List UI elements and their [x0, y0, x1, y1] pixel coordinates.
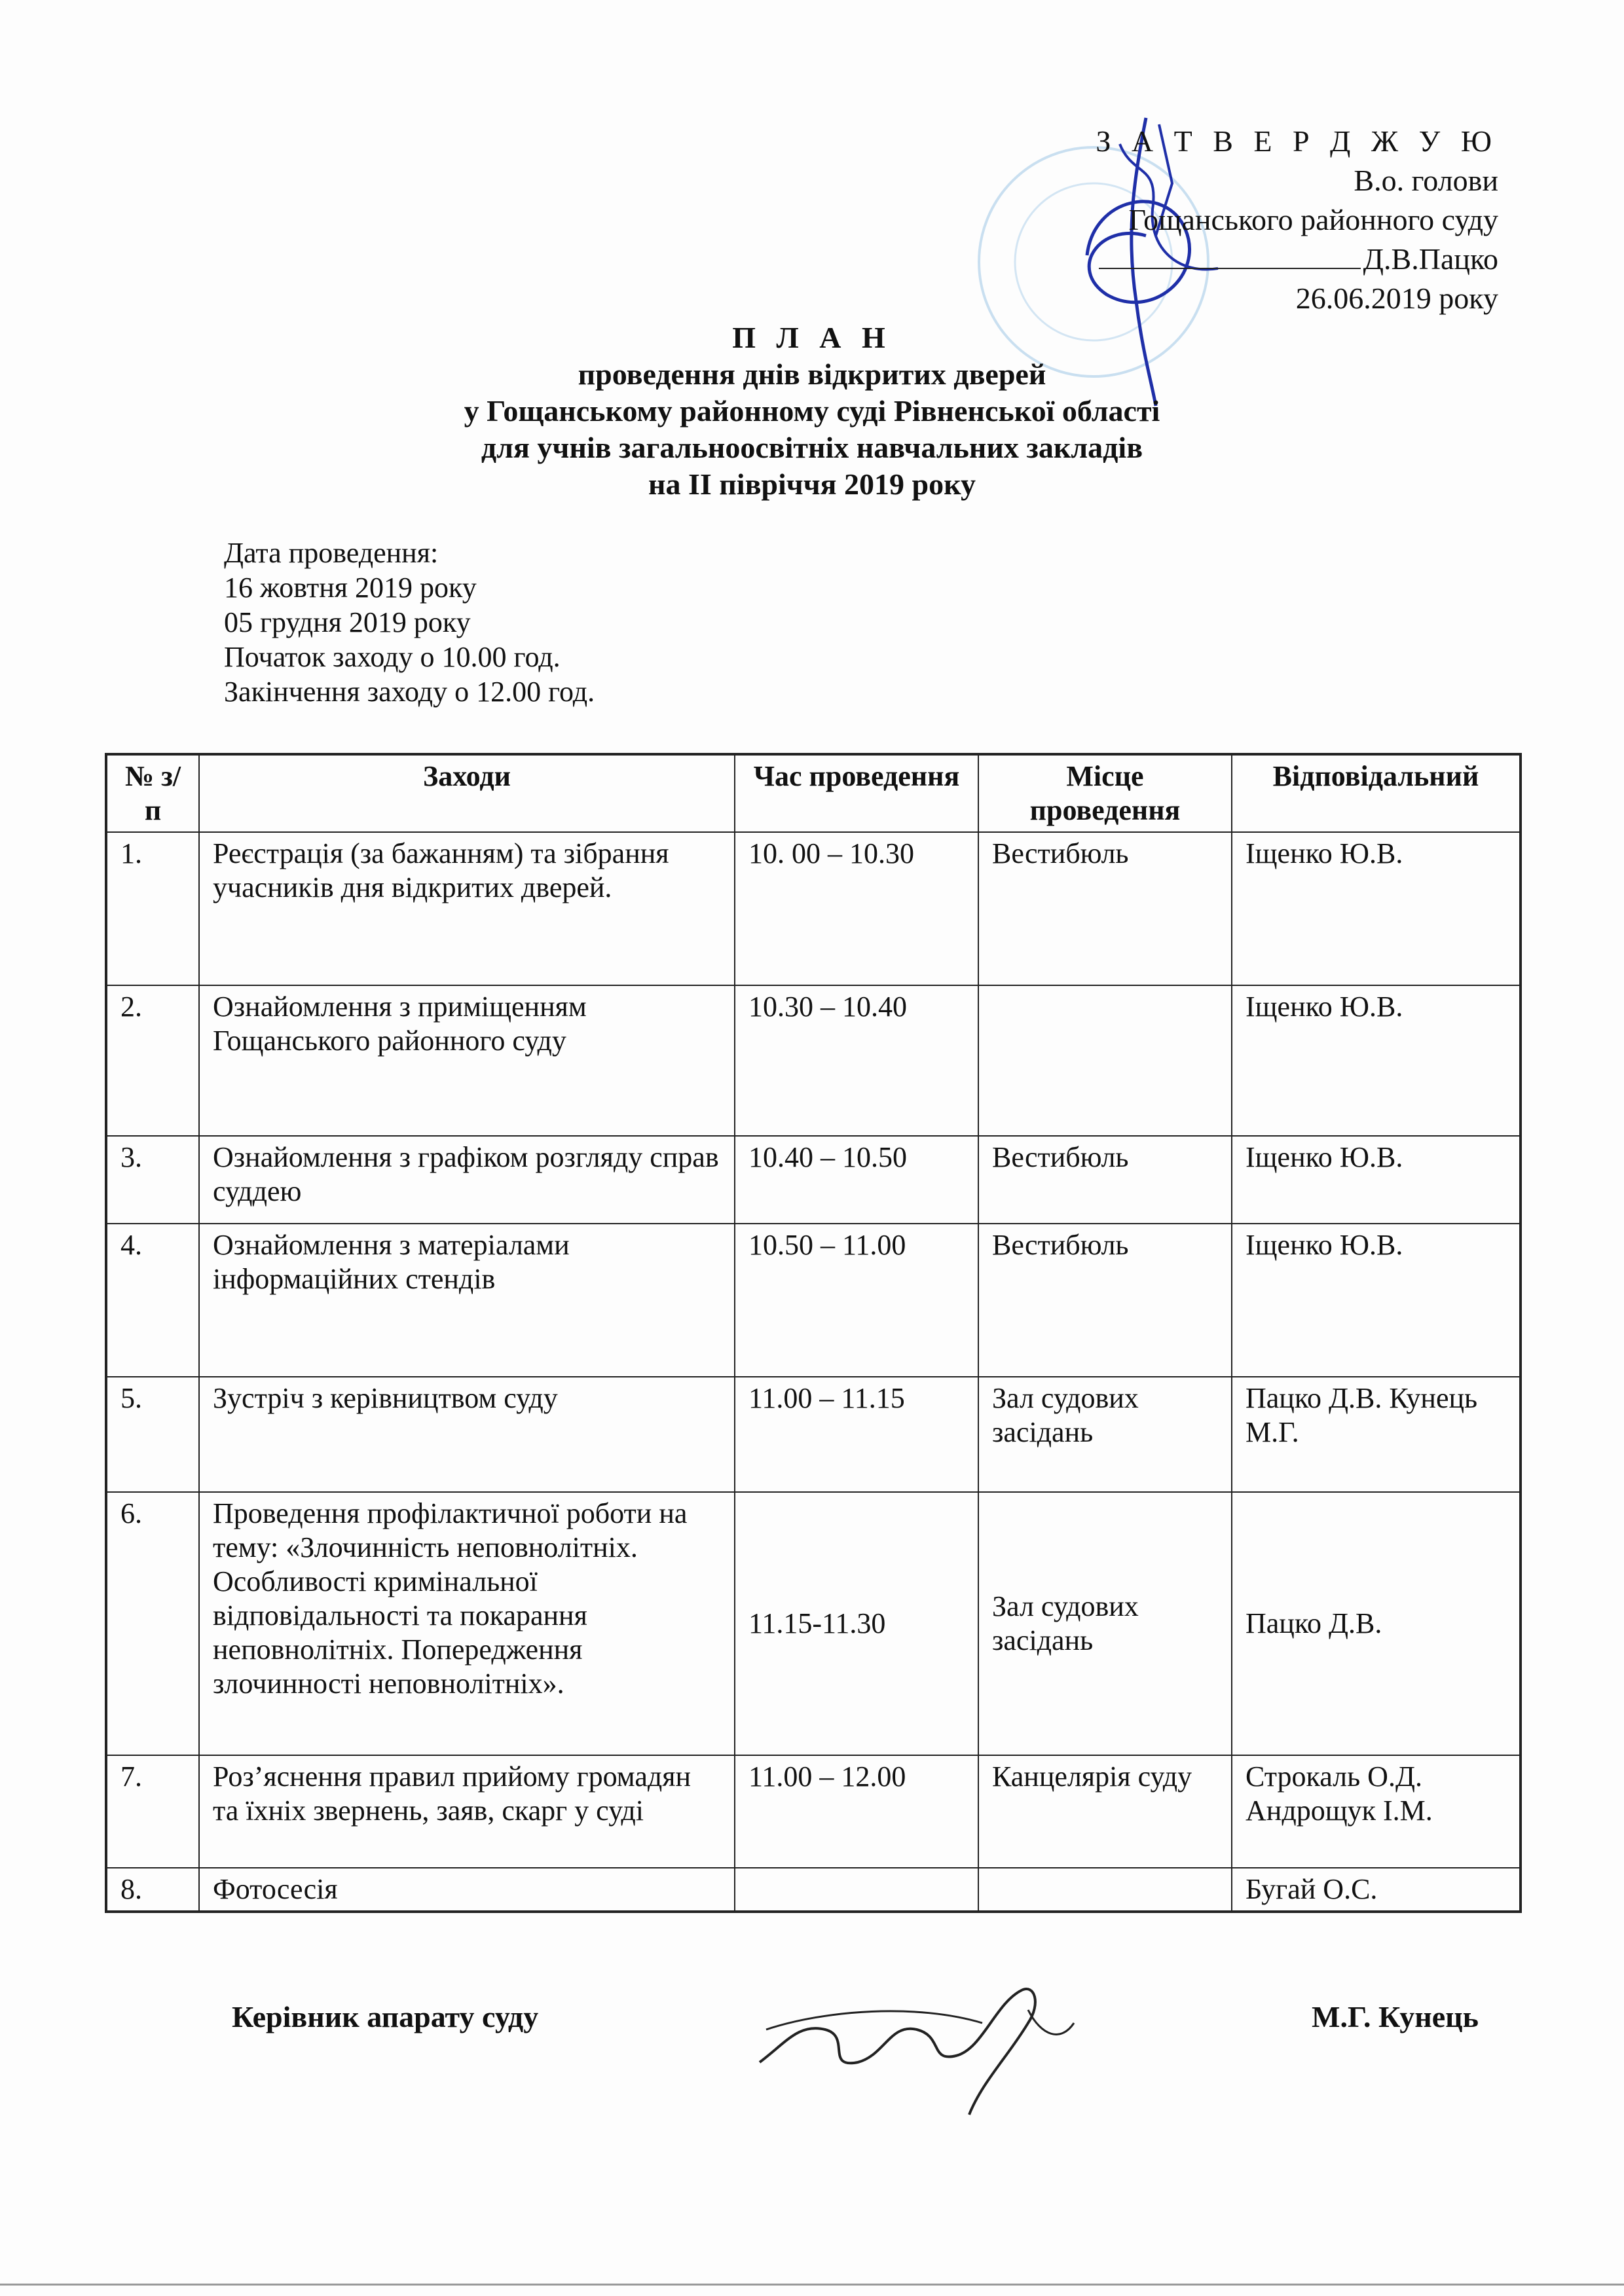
plan-heading: П Л А Н	[732, 321, 892, 354]
row-responsible: Іщенко Ю.В.	[1232, 1224, 1521, 1377]
row-responsible: Іщенко Ю.В.	[1232, 832, 1521, 985]
row-time: 11.00 – 12.00	[735, 1755, 978, 1868]
row-event: Ознайомлення з матеріалами інформаційних стендів	[199, 1224, 735, 1377]
approval-block	[1096, 122, 1498, 318]
row-number: 8.	[106, 1868, 199, 1912]
row-time: 11.15-11.30	[735, 1492, 978, 1755]
approval-date: 26.06.2019 року	[1295, 282, 1498, 315]
row-number: 3.	[106, 1136, 199, 1224]
title-line3: для учнів загальноосвітніх навчальних закладів	[481, 431, 1143, 464]
row-event: Зустріч з керівництвом суду	[199, 1377, 735, 1492]
title-line2: у Гощанському районному суді Рівненської області	[464, 394, 1160, 428]
row-place: Вестибюль	[978, 1136, 1232, 1224]
row-event: Ознайомлення з приміщенням Гощанського районного суду	[199, 985, 735, 1136]
row-place: Зал судових засідань	[978, 1492, 1232, 1755]
row-time: 10.40 – 10.50	[735, 1136, 978, 1224]
row-responsible: Пацко Д.В. Кунець М.Г.	[1232, 1377, 1521, 1492]
schedule-date1: 16 жовтня 2019 року	[224, 572, 477, 604]
row-number: 7.	[106, 1755, 199, 1868]
header-responsible: Відповідальний	[1232, 754, 1521, 832]
schedule-end: Закінчення заходу о 12.00 год.	[224, 676, 595, 708]
row-place: Канцелярія суду	[978, 1755, 1232, 1868]
document-title	[0, 319, 1624, 503]
row-number: 5.	[106, 1377, 199, 1492]
row-time: 10. 00 – 10.30	[735, 832, 978, 985]
approval-name-line	[1096, 240, 1498, 279]
approval-position-line2: Гощанського районного суду	[1128, 203, 1498, 236]
table-row	[106, 1136, 1521, 1224]
row-place: Вестибюль	[978, 1224, 1232, 1377]
title-line4: на ІІ півріччя 2019 року	[648, 467, 976, 501]
table-row	[106, 832, 1521, 985]
row-time	[735, 1868, 978, 1912]
row-event: Реєстрація (за бажанням) та зібрання учасників дня відкритих дверей.	[199, 832, 735, 985]
row-place	[978, 985, 1232, 1136]
signature-underline	[1099, 242, 1361, 269]
row-responsible: Іщенко Ю.В.	[1232, 985, 1521, 1136]
footer-signature	[747, 1964, 1087, 2121]
row-number: 4.	[106, 1224, 199, 1377]
header-number: № з/п	[106, 754, 199, 832]
header-place: Місце проведення	[978, 754, 1232, 832]
table-row	[106, 1755, 1521, 1868]
table-row	[106, 985, 1521, 1136]
row-event: Проведення профілактичної роботи на тему: «Злочинність неповнолітніх. Особливості кримінальної відповідальності та покарання неповнолітніх. Попередження злочинності неповнолітніх».	[199, 1492, 735, 1755]
table-row	[106, 1377, 1521, 1492]
row-event: Ознайомлення з графіком розгляду справ суддею	[199, 1136, 735, 1224]
approval-position-line1: В.о. голови	[1354, 164, 1498, 197]
row-time: 11.00 – 11.15	[735, 1377, 978, 1492]
row-place	[978, 1868, 1232, 1912]
row-number: 2.	[106, 985, 199, 1136]
table-row	[106, 1224, 1521, 1377]
page-bottom-edge	[0, 2284, 1624, 2286]
row-event: Фотосесія	[199, 1868, 735, 1912]
footer-name: М.Г. Кунець	[1312, 2000, 1479, 2033]
header-time: Час проведення	[735, 754, 978, 832]
row-place: Зал судових засідань	[978, 1377, 1232, 1492]
schedule-date2: 05 грудня 2019 року	[224, 606, 471, 638]
table-header-row	[106, 754, 1521, 832]
row-number: 1.	[106, 832, 199, 985]
row-place: Вестибюль	[978, 832, 1232, 985]
events-table	[105, 753, 1522, 1913]
row-time: 10.50 – 11.00	[735, 1224, 978, 1377]
row-responsible: Бугай О.С.	[1232, 1868, 1521, 1912]
row-event: Роз’яснення правил прийому громадян та їхніх звернень, заяв, скарг у суді	[199, 1755, 735, 1868]
row-responsible: Пацко Д.В.	[1232, 1492, 1521, 1755]
table-row	[106, 1868, 1521, 1912]
schedule-label: Дата проведення:	[224, 537, 439, 569]
footer-position: Керівник апарату суду	[232, 2000, 539, 2033]
title-line1: проведення днів відкритих дверей	[578, 357, 1046, 391]
approval-name: Д.В.Пацко	[1363, 242, 1498, 276]
schedule-start: Початок заходу о 10.00 год.	[224, 641, 561, 673]
row-responsible: Строкаль О.Д. Андрощук І.М.	[1232, 1755, 1521, 1868]
schedule-info	[224, 536, 595, 709]
row-responsible: Іщенко Ю.В.	[1232, 1136, 1521, 1224]
row-number: 6.	[106, 1492, 199, 1755]
header-events: Заходи	[199, 754, 735, 832]
row-time: 10.30 – 10.40	[735, 985, 978, 1136]
approval-title: З А Т В Е Р Д Ж У Ю	[1096, 124, 1498, 158]
table-row	[106, 1492, 1521, 1755]
